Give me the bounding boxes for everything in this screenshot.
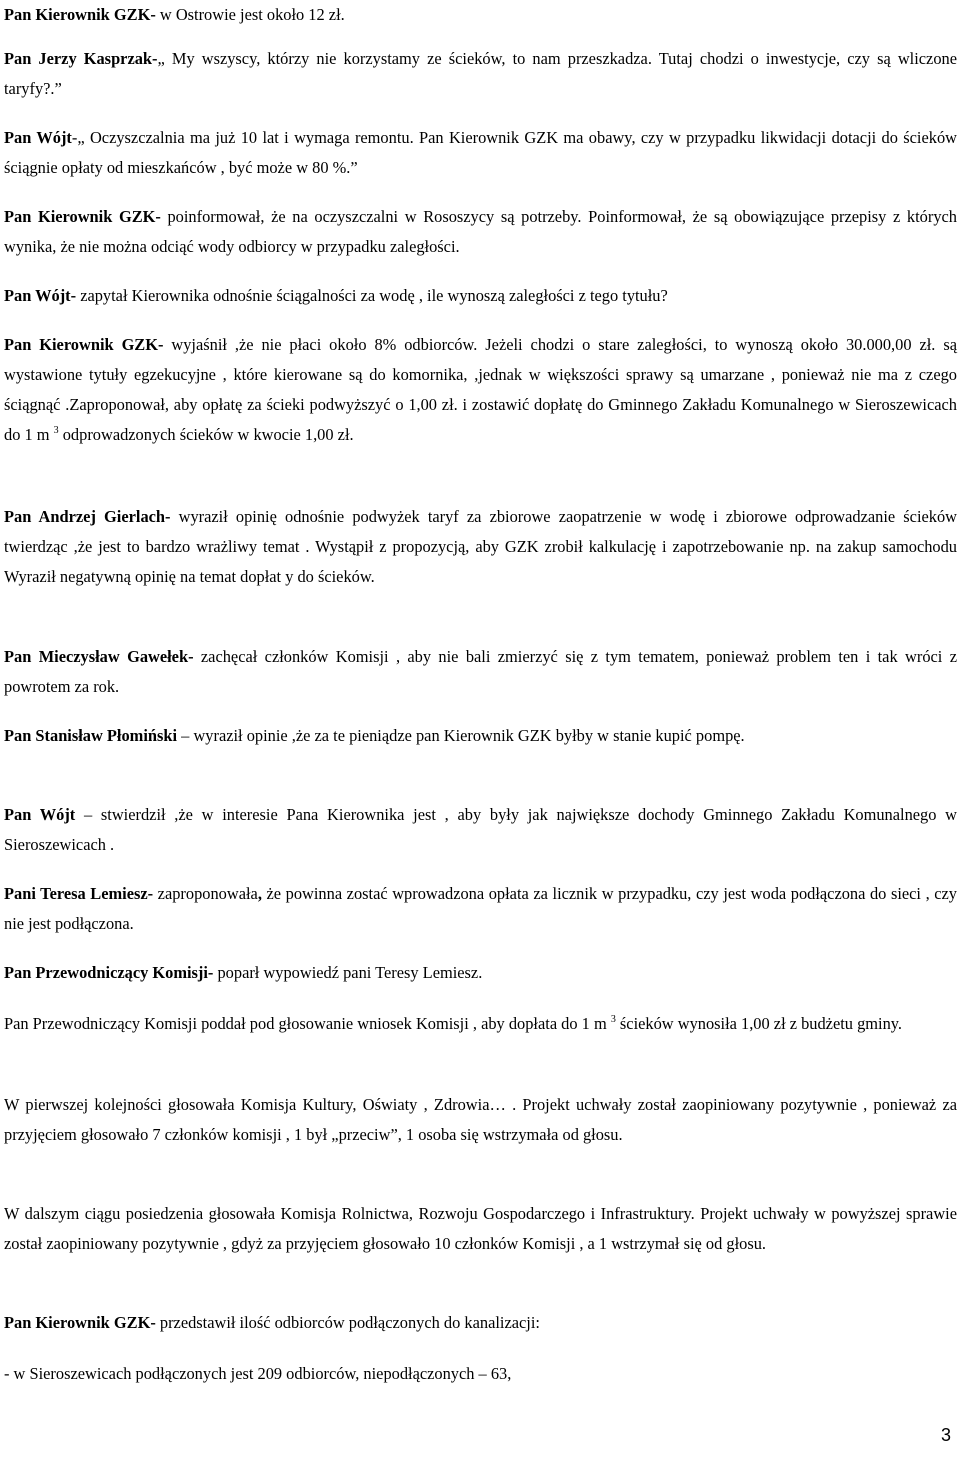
speaker-name: Pan Kierownik GZK- [4, 1313, 156, 1332]
page-number: 3 [940, 1425, 951, 1445]
speaker-name: Pan Jerzy Kasprzak- [4, 49, 158, 68]
speaker-name: Pan Stanisław Płomiński [4, 726, 178, 745]
speaker-name: Pan Andrzej Gierlach- [4, 507, 171, 526]
paragraph-text: w Ostrowie jest około 12 zł. [155, 5, 345, 24]
speaker-name: Pan Wójt- [4, 286, 77, 305]
paragraph [4, 502, 957, 592]
paragraph-text: odprowadzonych ścieków w kwocie 1,00 zł. [58, 425, 354, 444]
speaker-name: Pan Wójt [4, 805, 76, 824]
paragraph-text: poinformował, że na oczyszczalni w Rososzycy są potrzeby. Poinformował, że są obowiązujące przepisy z których wynika, że nie można odciąć wody odbiorcy w przypadku zaległości. [4, 207, 957, 256]
paragraph [4, 202, 957, 262]
paragraph-text: zaproponowała [153, 884, 258, 903]
speaker-name: Pan Wójt [4, 128, 72, 147]
paragraph [4, 879, 957, 939]
paragraph [4, 1090, 957, 1150]
paragraph [4, 0, 957, 30]
paragraph-text: „ My wszyscy, którzy nie korzystamy ze ścieków, to nam przeszkadza. Tutaj chodzi o inwestycje, czy są wliczone taryfy?.” [4, 49, 957, 98]
paragraph-text: poparł wypowiedź pani Teresy Lemiesz. [213, 963, 483, 982]
paragraph-text: - w Sieroszewicach podłączonych jest 209 odbiorców, niepodłączonych – 63, [4, 1364, 512, 1383]
paragraph-text: wyjaśnił ,że nie płaci około 8% odbiorców. Jeżeli chodzi o stare zaległości, to wynoszą około 30.000,00 zł. są wystawione tytuły egzekucyjne , które kierowane są do komornika, ,jednak w większości sprawy są umarzane , ponieważ nie ma z czego ściągnąć .Zaproponował, aby opłatę za ścieki podwyższyć o 1,00 zł. i zostawić dopłatę do Gminnego Zakładu Komunalnego w Sieroszewicach do 1 m [4, 335, 957, 444]
paragraph [4, 44, 957, 104]
paragraph-text: W dalszym ciągu posiedzenia głosowała Komisja Rolnictwa, Rozwoju Gospodarczego i Infrastruktury. Projekt uchwały w powyższej sprawie został zaopiniowany pozytywnie , gdyż za przyjęciem głosowało 10 członków Komisji , a 1 wstrzymał się od głosu. [4, 1204, 957, 1253]
paragraph-text: W pierwszej kolejności głosowała Komisja Kultury, Oświaty , Zdrowia… . Projekt uchwały został zaopiniowany pozytywnie , ponieważ za przyjęciem głosowało 7 członków komisji , 1 był „przeciw”, 1 osoba się wstrzymała od głosu. [4, 1095, 957, 1144]
speaker-name: , [257, 884, 262, 903]
paragraph-text: Pan Przewodniczący Komisji poddał pod głosowanie wniosek Komisji , aby dopłata do 1 m [4, 1014, 611, 1033]
paragraph-text: ścieków wynosiła 1,00 zł z budżetu gminy. [615, 1014, 902, 1033]
paragraph-text: zapytał Kierownika odnośnie ściągalności za wodę , ile wynoszą zaległości z tego tytułu? [76, 286, 668, 305]
speaker-name: Pan Mieczysław Gawełek- [4, 647, 194, 666]
speaker-name: Pan Kierownik GZK- [4, 5, 156, 24]
paragraph-text: wyraził opinię odnośnie podwyżek taryf za zbiorowe zaopatrzenie w wodę i zbiorowe odprowadzanie ścieków twierdząc ,że jest to bardzo wrażliwy temat . Wystąpił z propozycją, aby GZK zrobił kalkulację i zapotrzebowanie np. na zakup samochodu Wyraził negatywną opinię na temat dopłat y do ścieków. [4, 507, 958, 586]
paragraph-text: – stwierdził ,że w interesie Pana Kierownika jest , aby były jak największe dochody Gminnego Zakładu Komunalnego w Sieroszewicach . [4, 805, 957, 854]
paragraph [4, 800, 957, 860]
speaker-name: Pan Przewodniczący Komisji- [4, 963, 214, 982]
paragraph-text: przedstawił ilość odbiorców podłączonych do kanalizacji: [155, 1313, 540, 1332]
paragraph-text: – wyraził opinie ,że za te pieniądze pan Kierownik GZK byłby w stanie kupić pompę. [177, 726, 745, 745]
paragraph [4, 1009, 957, 1039]
paragraph [4, 1359, 957, 1389]
paragraph [4, 330, 957, 450]
paragraph [4, 1308, 957, 1338]
speaker-name: Pani Teresa Lemiesz- [4, 884, 154, 903]
paragraph-text: -„ Oczyszczalnia ma już 10 lat i wymaga remontu. Pan Kierownik GZK ma obawy, czy w przypadku likwidacji dotacji do ścieków ściągnie opłaty od mieszkańców , być może w 80 %.” [4, 128, 957, 177]
paragraph [4, 721, 957, 751]
paragraph [4, 958, 957, 988]
paragraph [4, 1199, 957, 1259]
superscript: 3 [53, 425, 59, 436]
paragraph [4, 642, 957, 702]
speaker-name: Pan Kierownik GZK- [4, 207, 161, 226]
paragraph [4, 281, 957, 311]
paragraph [4, 123, 957, 183]
superscript: 3 [610, 1014, 616, 1025]
paragraph-text: że powinna zostać wprowadzona opłata za licznik w przypadku, czy jest woda podłączona do sieci , czy nie jest podłączona. [4, 884, 958, 933]
paragraph-text: zachęcał członków Komisji , aby nie bali zmierzyć się z tym tematem, ponieważ problem ten i tak wróci z powrotem za rok. [4, 647, 957, 696]
speaker-name: Pan Kierownik GZK- [4, 335, 164, 354]
